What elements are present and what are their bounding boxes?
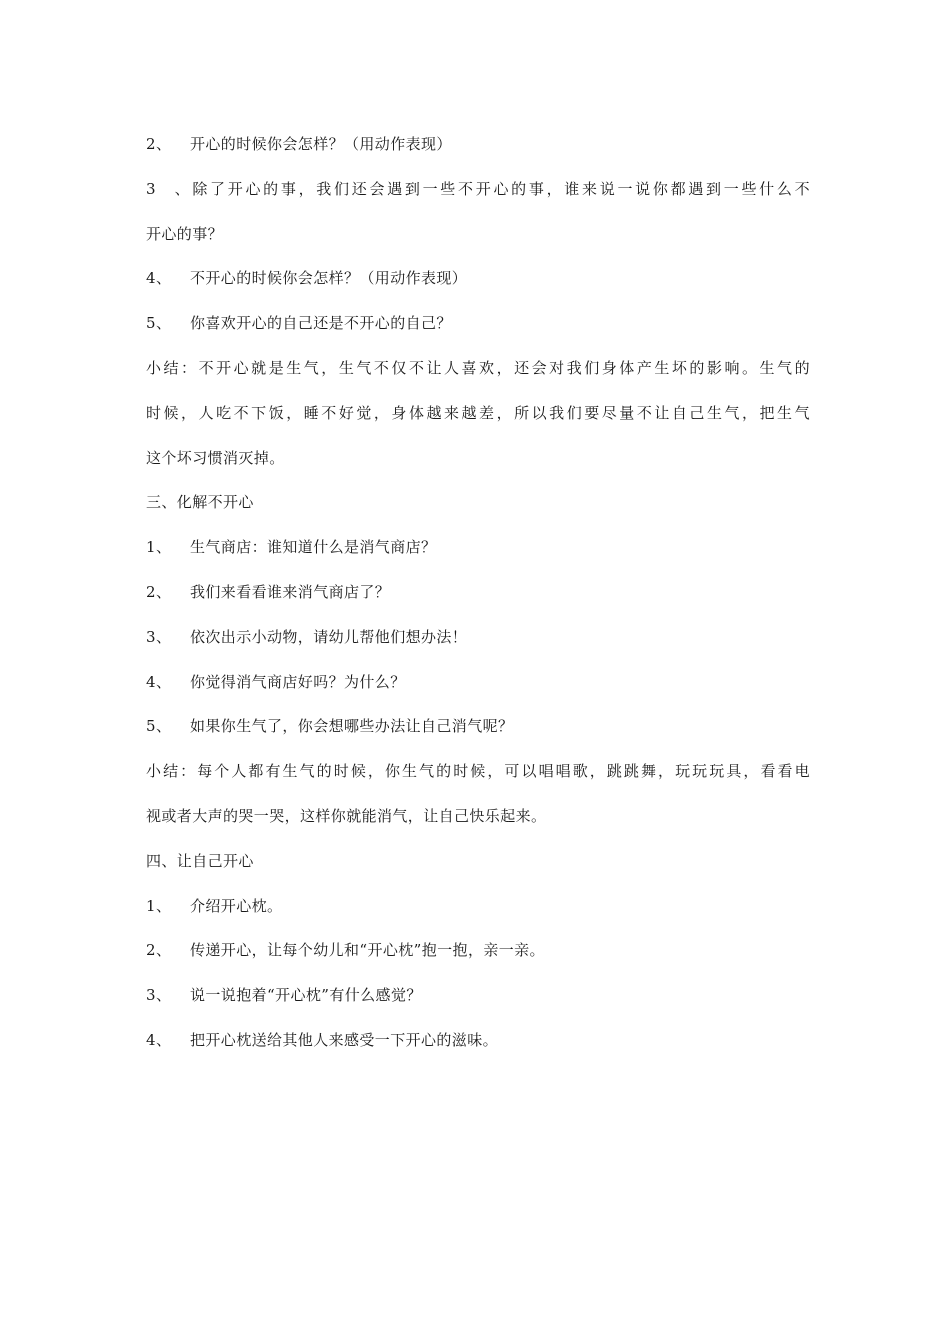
list-item xyxy=(146,973,810,1018)
list-number: 1、 xyxy=(146,896,172,915)
list-item xyxy=(146,704,810,749)
list-number: 4、 xyxy=(146,672,172,691)
list-number: 4、 xyxy=(146,269,172,288)
paragraph-text: 小结：不开心就是生气，生气不仅不让人喜欢，还会对我们身体产生坏的影响。生气的 xyxy=(146,358,810,377)
paragraph-line xyxy=(146,436,810,481)
paragraph-text: 视或者大声的哭一哭，这样你就能消气，让自己快乐起来。 xyxy=(146,806,547,825)
list-text: 你喜欢开心的自己还是不开心的自己？ xyxy=(190,314,452,333)
list-item xyxy=(146,884,810,929)
section-heading xyxy=(146,839,810,884)
list-number: 2、 xyxy=(146,135,172,153)
paragraph-line xyxy=(146,749,810,794)
list-text: 如果你生气了，你会想哪些办法让自己消气呢？ xyxy=(190,717,514,736)
section-heading-text: 三、化解不开心 xyxy=(146,493,254,512)
list-text: 生气商店：谁知道什么是消气商店？ xyxy=(190,538,437,557)
list-number: 2、 xyxy=(146,941,172,960)
list-number: 3、 xyxy=(146,627,172,646)
list-number: 1、 xyxy=(146,538,172,557)
list-number: 5、 xyxy=(146,717,172,736)
list-text: 说一说抱着“开心枕”有什么感觉？ xyxy=(190,986,422,1005)
paragraph-text: 小结：每个人都有生气的时候，你生气的时候，可以唱唱歌，跳跳舞，玩玩玩具，看看电 xyxy=(146,762,810,781)
list-item xyxy=(146,928,810,973)
list-item xyxy=(146,167,810,212)
paragraph-text: 这个坏习惯消灭掉。 xyxy=(146,448,285,467)
list-text: 我们来看看谁来消气商店了？ xyxy=(190,582,391,601)
section-heading xyxy=(146,480,810,525)
paragraph-text: 开心的事？ xyxy=(146,224,224,243)
document-body xyxy=(146,122,810,1063)
paragraph-line xyxy=(146,212,810,257)
list-item xyxy=(146,660,810,705)
section-heading-text: 四、让自己开心 xyxy=(146,851,254,870)
list-text: 传递开心，让每个幼儿和“开心枕”抱一抱，亲一亲。 xyxy=(190,941,545,960)
list-number: 5、 xyxy=(146,314,172,333)
list-item xyxy=(146,256,810,301)
list-text: 除了开心的事，我们还会遇到一些不开心的事，谁来说一说你都遇到一些什么不 xyxy=(190,179,810,198)
list-text: 介绍开心枕。 xyxy=(190,896,283,915)
list-text: 把开心枕送给其他人来感受一下开心的滋味。 xyxy=(190,1030,499,1049)
paragraph-text: 时候，人吃不下饭，睡不好觉，身体越来越差，所以我们要尽量不让自己生气，把生气 xyxy=(146,403,810,422)
list-text: 不开心的时候你会怎样？（用动作表现） xyxy=(190,269,468,288)
list-text: 你觉得消气商店好吗？为什么？ xyxy=(190,672,406,691)
list-text: 依次出示小动物，请幼儿帮他们想办法！ xyxy=(190,627,468,646)
list-number: 2、 xyxy=(146,582,172,601)
list-text: 开心的时候你会怎样？（用动作表现） xyxy=(190,135,452,153)
list-item xyxy=(146,1018,810,1063)
list-number: 4、 xyxy=(146,1030,172,1049)
list-item xyxy=(146,615,810,660)
list-item xyxy=(146,122,810,167)
list-number: 3、 xyxy=(146,986,172,1005)
list-item xyxy=(146,525,810,570)
paragraph-line xyxy=(146,346,810,391)
list-item xyxy=(146,301,810,346)
paragraph-line xyxy=(146,794,810,839)
list-item xyxy=(146,570,810,615)
paragraph-line xyxy=(146,391,810,436)
list-number: 3、 xyxy=(146,179,190,198)
